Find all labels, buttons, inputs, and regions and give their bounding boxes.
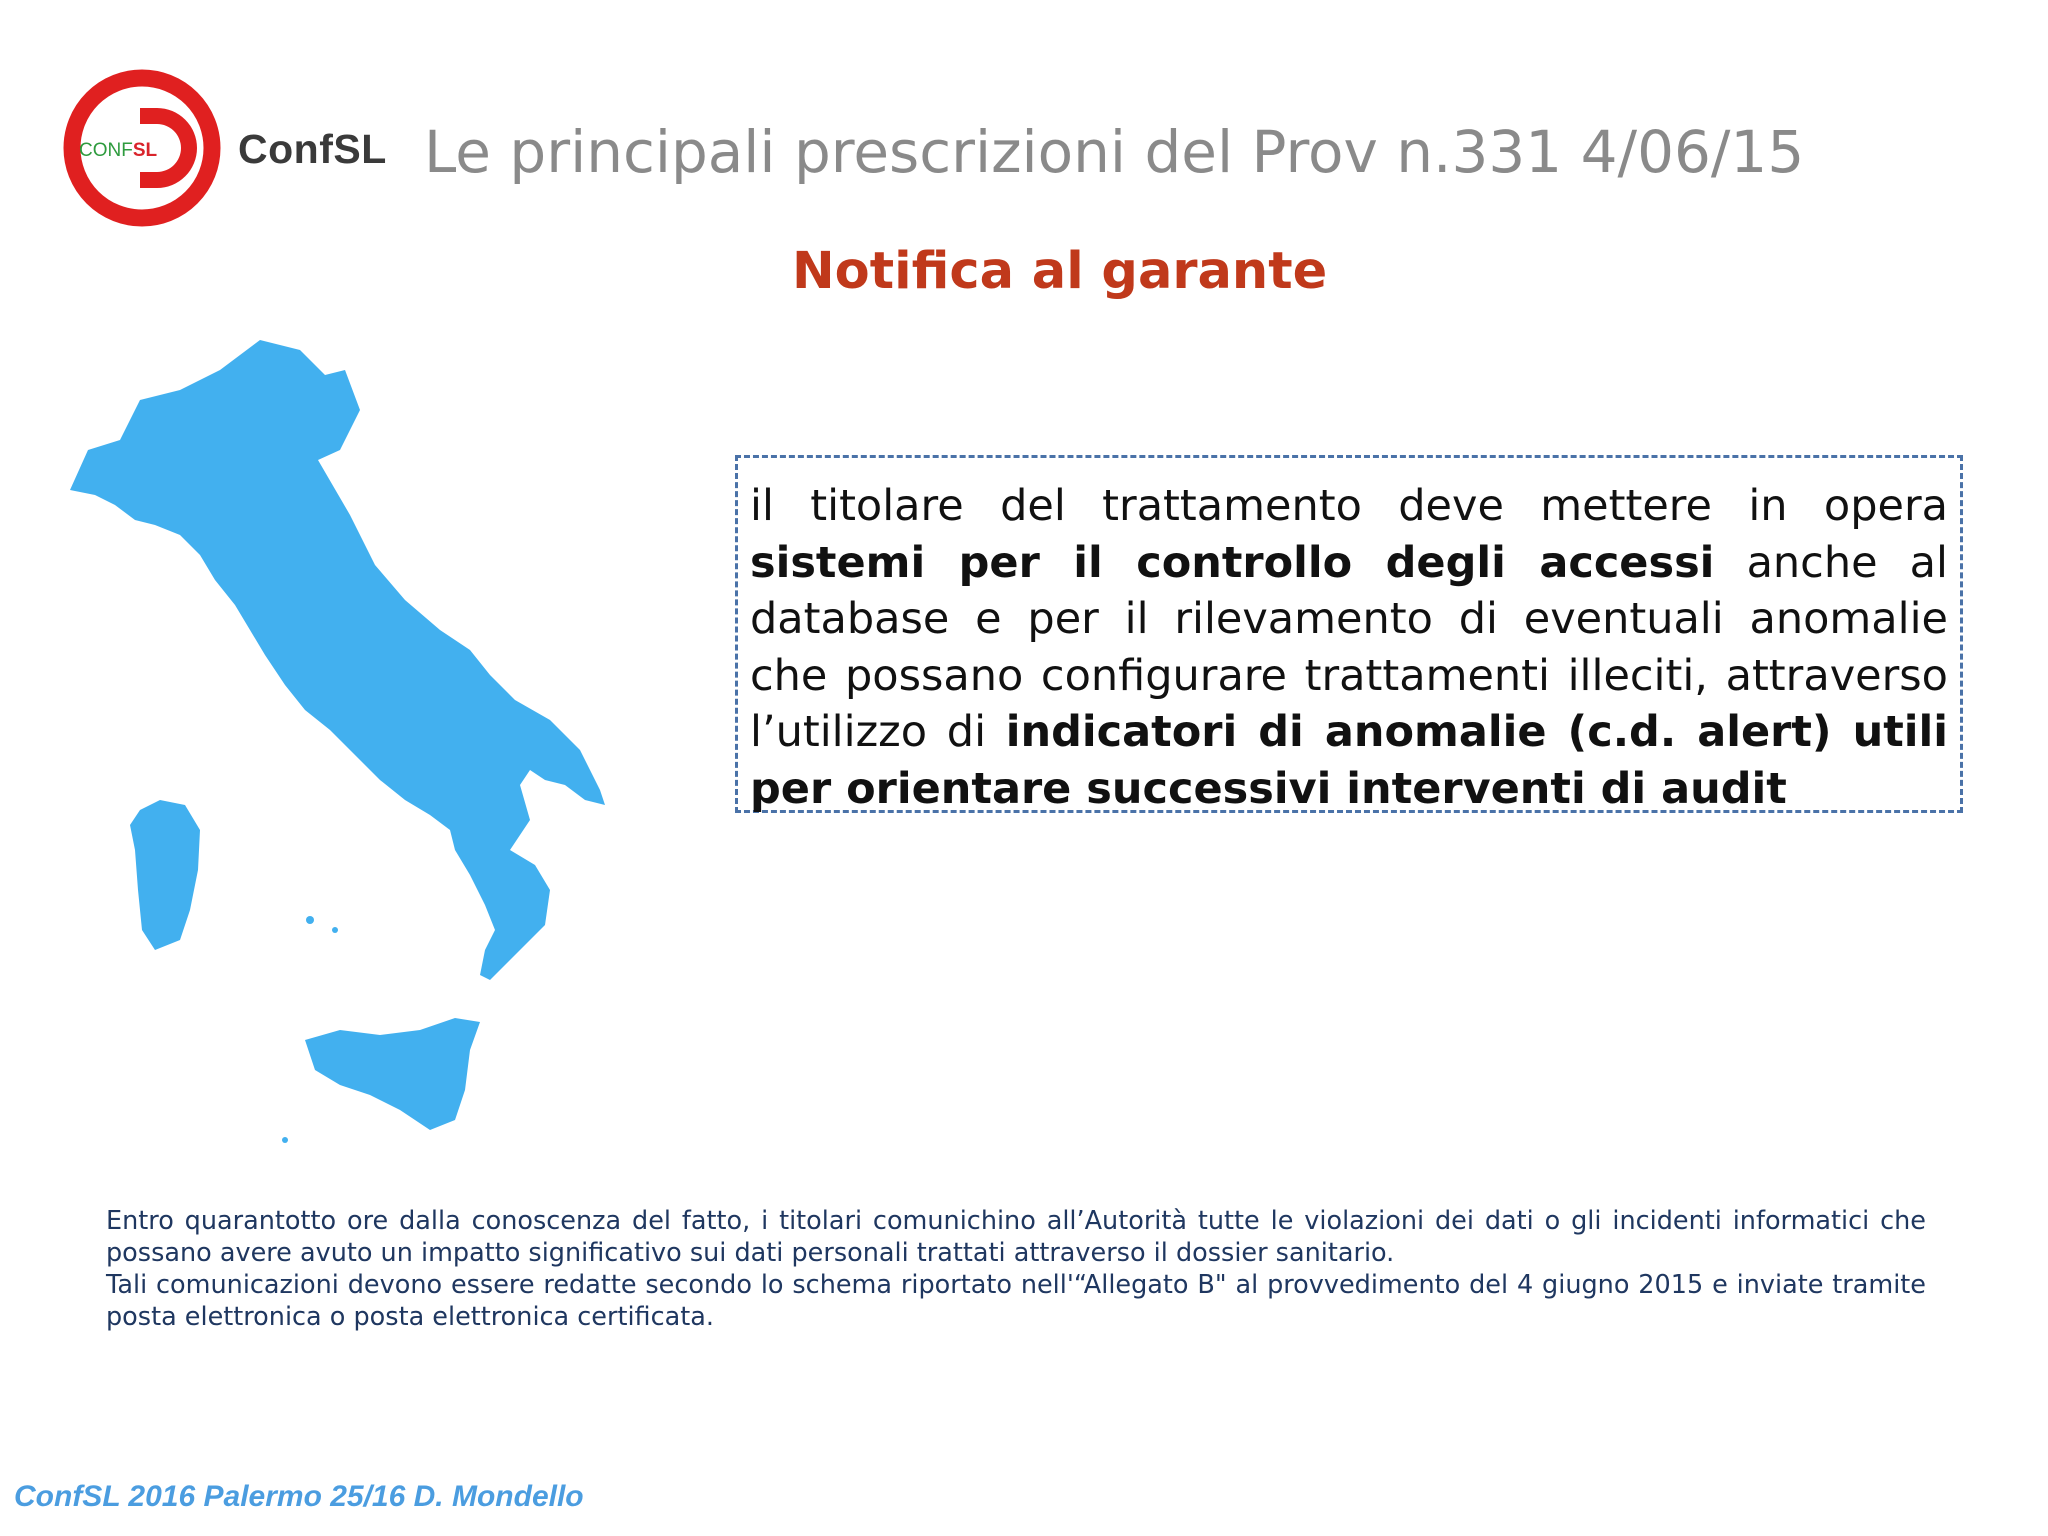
page-subtitle: Notifica al garante	[792, 242, 1328, 301]
box-line: l’utilizzo di indicatori di anomalie (c.d. alert) utili	[750, 707, 1948, 757]
box-line: database e per il rilevamento di eventuali anomalie	[750, 594, 1948, 644]
brand-name: ConfSL	[238, 126, 387, 172]
sicily	[305, 1018, 480, 1130]
box-bold-text: sistemi per il controllo degli accessi	[750, 537, 1715, 588]
box-line	[750, 761, 1948, 818]
footer-line: posta elettronica o posta elettronica certificata.	[106, 1302, 714, 1332]
italy-map-image	[60, 330, 780, 1160]
box-line: che possano configurare trattamenti illeciti, attraverso	[750, 650, 1948, 701]
box-bold-text: per orientare successivi interventi di audit	[750, 763, 1787, 814]
footer-note	[106, 1205, 1926, 1333]
prescription-box	[735, 455, 1963, 813]
box-line: sistemi per il controllo degli accessi anche al	[750, 537, 1948, 588]
sardinia	[130, 800, 200, 950]
confsl-logo	[62, 68, 222, 228]
box-bold-text: indicatori di anomalie (c.d. alert) utili	[1005, 707, 1948, 757]
footer-line: Tali comunicazioni devono essere redatte secondo lo schema riportato nell'“Allegato B" al provvedimento del 4 giugno 2015 e inviate tramite	[106, 1270, 1926, 1300]
logo-badge-text: CONFSL	[79, 140, 158, 161]
footer-line: Entro quarantotto ore dalla conoscenza del fatto, i titolari comunichino all’Autorità tutte le violazioni dei dati o gli incidenti informatici che	[106, 1206, 1926, 1236]
slide-credit: ConfSL 2016 Palermo 25/16 D. Mondello	[14, 1480, 584, 1513]
footer-line: possano avere avuto un impatto significativo sui dati personali trattati attraverso il dossier sanitario.	[106, 1238, 1395, 1268]
page-title: Le principali prescrizioni del Prov n.331 4/06/15	[424, 118, 1805, 186]
box-line: il titolare del trattamento deve mettere in opera	[750, 481, 1948, 531]
